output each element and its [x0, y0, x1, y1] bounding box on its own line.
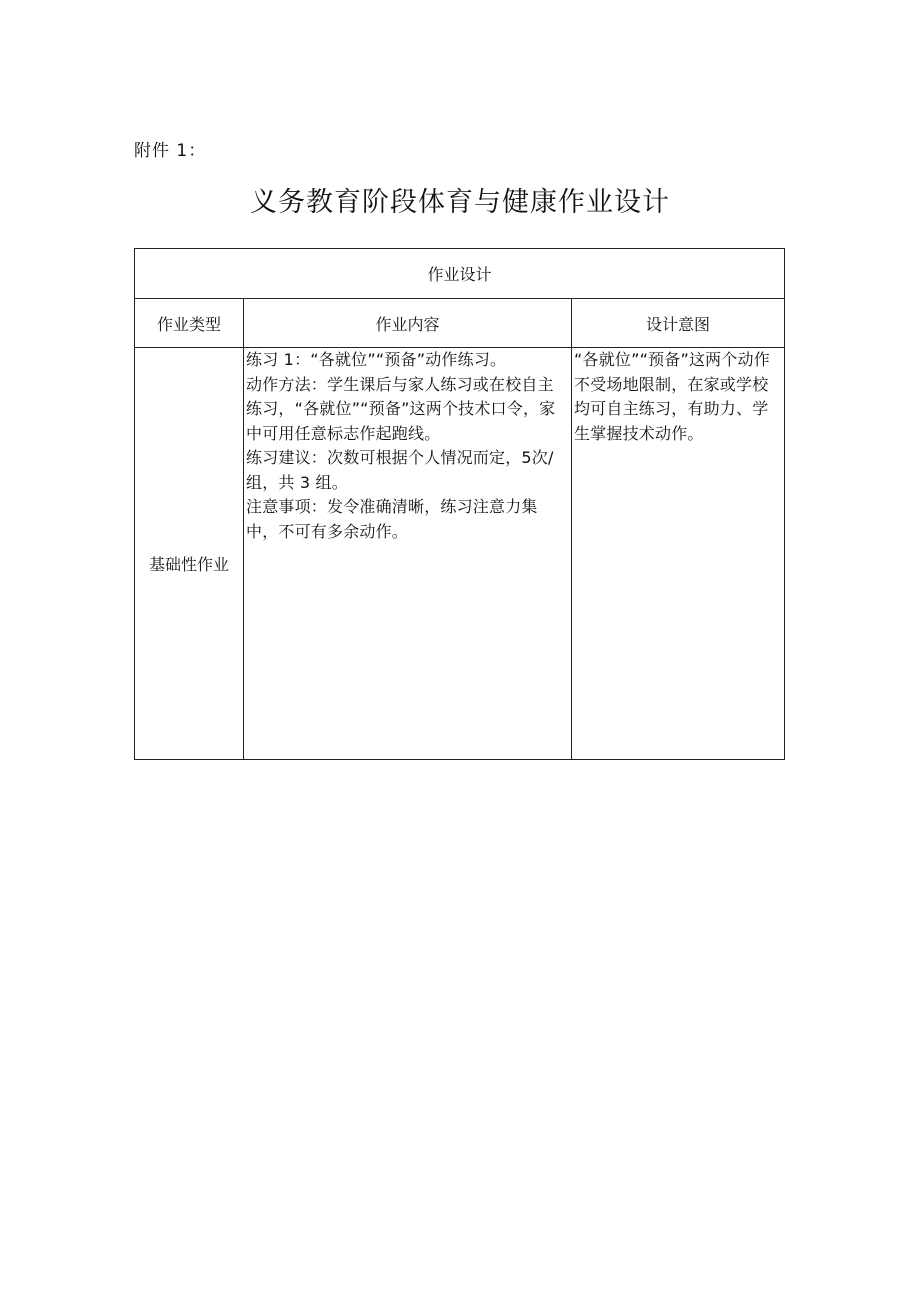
column-header-intent: 设计意图	[572, 299, 785, 348]
exercise-notes: 注意事项：发令准确清晰，练习注意力集中，不可有多余动作。	[246, 497, 538, 541]
exercise-method: 动作方法：学生课后与家人练习或在校自主练习，“各就位”“预备”这两个技术口令，家中可用任意标志作起跑线。	[246, 374, 556, 443]
column-header-type: 作业类型	[135, 299, 244, 348]
exercise-suggestion: 练习建议：次数可根据个人情况而定，5次/组，共 3 组。	[246, 448, 554, 492]
homework-type-cell: 基础性作业	[135, 348, 244, 760]
attachment-label: 附件 1：	[134, 141, 207, 161]
column-header-content: 作业内容	[244, 299, 572, 348]
design-intent-cell: “各就位”“预备”这两个动作不受场地限制，在家或学校均可自主练习，有助力、学生掌握技术动作。	[572, 348, 785, 760]
exercise-title: 练习 1：“各就位”“预备”动作练习。	[246, 350, 507, 369]
table-row	[135, 348, 785, 760]
table-header-row	[135, 249, 785, 299]
table-header: 作业设计	[135, 249, 785, 299]
document-title: 义务教育阶段体育与健康作业设计	[250, 187, 670, 218]
column-header-row	[135, 299, 785, 348]
homework-design-table	[134, 248, 785, 760]
homework-content-cell	[244, 348, 572, 760]
